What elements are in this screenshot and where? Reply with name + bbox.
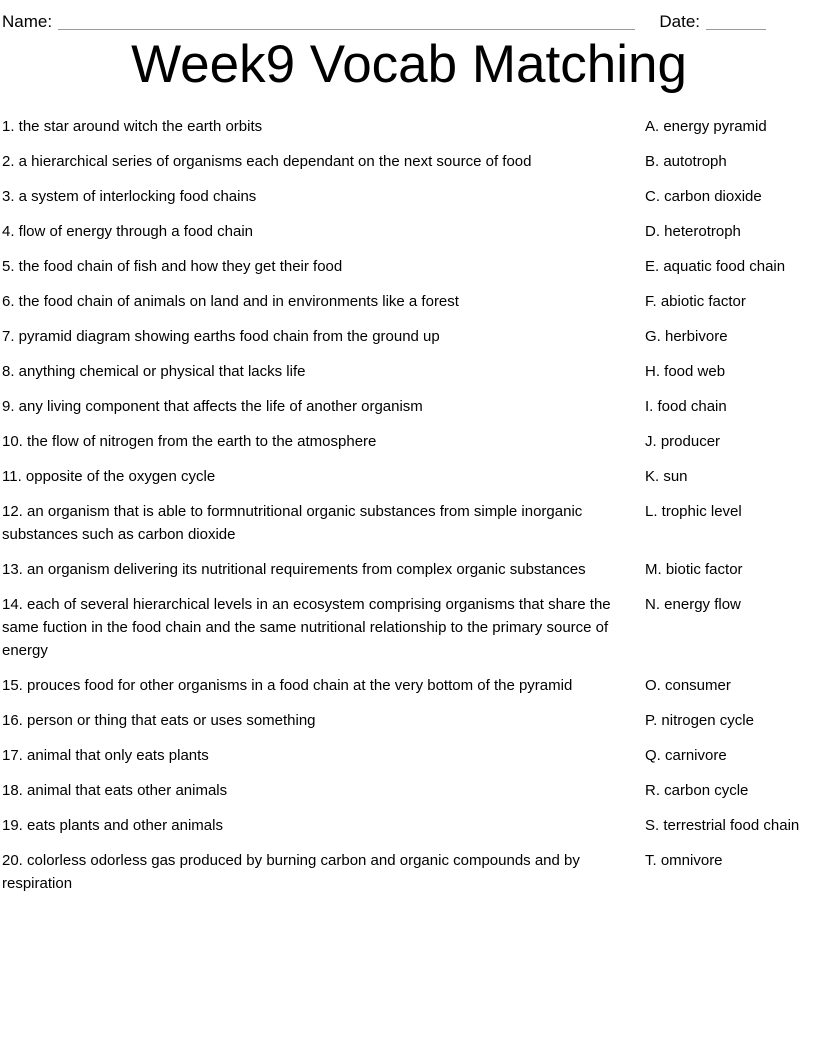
- answer-option: D. heterotroph: [645, 223, 741, 240]
- question-text: 12. an organism that is able to formnutritional organic substances from simple inorganic substances such as carbon dioxide: [2, 503, 583, 543]
- match-row: [2, 814, 816, 837]
- question-text: 4. flow of energy through a food chain: [2, 223, 254, 240]
- match-row: [2, 360, 816, 383]
- question-text: 6. the food chain of animals on land and in environments like a forest: [2, 293, 459, 310]
- match-row: [2, 593, 816, 662]
- match-row: [2, 465, 816, 488]
- worksheet-title: Week9 Vocab Matching: [131, 35, 687, 94]
- answer-option: E. aquatic food chain: [645, 258, 786, 275]
- question-text: 10. the flow of nitrogen from the earth to the atmosphere: [2, 433, 377, 450]
- answer-option: Q. carnivore: [645, 747, 727, 764]
- answer-option: I. food chain: [645, 398, 727, 415]
- question-text: 2. a hierarchical series of organisms each dependant on the next source of food: [2, 153, 532, 170]
- answer-option: P. nitrogen cycle: [645, 712, 754, 729]
- answer-option: N. energy flow: [645, 596, 741, 613]
- answer-option: M. biotic factor: [645, 561, 743, 578]
- match-row: [2, 558, 816, 581]
- match-row: [2, 255, 816, 278]
- question-text: 16. person or thing that eats or uses something: [2, 712, 316, 729]
- name-blank-line[interactable]: [58, 12, 635, 30]
- match-row: [2, 430, 816, 453]
- question-text: 7. pyramid diagram showing earths food chain from the ground up: [2, 328, 440, 345]
- question-text: 9. any living component that affects the life of another organism: [2, 398, 423, 415]
- question-text: 17. animal that only eats plants: [2, 747, 209, 764]
- question-text: 18. animal that eats other animals: [2, 782, 228, 799]
- match-row: [2, 674, 816, 697]
- question-text: 11. opposite of the oxygen cycle: [2, 468, 216, 485]
- match-row: [2, 325, 816, 348]
- answer-option: J. producer: [645, 433, 721, 450]
- question-text: 15. prouces food for other organisms in a food chain at the very bottom of the pyramid: [2, 677, 573, 694]
- match-row: [2, 395, 816, 418]
- answer-option: T. omnivore: [645, 852, 723, 869]
- answer-option: G. herbivore: [645, 328, 728, 345]
- answer-option: S. terrestrial food chain: [645, 817, 800, 834]
- question-text: 1. the star around witch the earth orbits: [2, 118, 263, 135]
- question-text: 8. anything chemical or physical that lacks life: [2, 363, 306, 380]
- matching-list: [2, 115, 816, 895]
- question-text: 20. colorless odorless gas produced by burning carbon and organic compounds and by respiration: [2, 852, 580, 892]
- match-row: [2, 220, 816, 243]
- question-text: 19. eats plants and other animals: [2, 817, 223, 834]
- match-row: [2, 779, 816, 802]
- header: [2, 8, 816, 32]
- answer-option: K. sun: [645, 468, 688, 485]
- date-blank-line[interactable]: [706, 12, 766, 30]
- question-text: 3. a system of interlocking food chains: [2, 188, 257, 205]
- match-row: [2, 709, 816, 732]
- answer-option: L. trophic level: [645, 503, 742, 520]
- answer-option: H. food web: [645, 363, 726, 380]
- question-text: 5. the food chain of fish and how they get their food: [2, 258, 343, 275]
- date-label: Date:: [659, 12, 700, 31]
- question-text: 14. each of several hierarchical levels in an ecosystem comprising organisms that share the same fuction in the food chain and the same nutritional relationship to the primary source of energy: [2, 596, 611, 659]
- answer-option: F. abiotic factor: [645, 293, 746, 310]
- match-row: [2, 185, 816, 208]
- match-row: [2, 744, 816, 767]
- match-row: [2, 290, 816, 313]
- name-label: Name:: [2, 12, 53, 31]
- answer-option: C. carbon dioxide: [645, 188, 762, 205]
- question-text: 13. an organism delivering its nutritional requirements from complex organic substances: [2, 561, 586, 578]
- match-row: [2, 115, 816, 138]
- answer-option: A. energy pyramid: [645, 118, 767, 135]
- answer-option: O. consumer: [645, 677, 731, 694]
- answer-option: B. autotroph: [645, 153, 727, 170]
- answer-option: R. carbon cycle: [645, 782, 749, 799]
- match-row: [2, 150, 816, 173]
- match-row: [2, 500, 816, 546]
- match-row: [2, 849, 816, 895]
